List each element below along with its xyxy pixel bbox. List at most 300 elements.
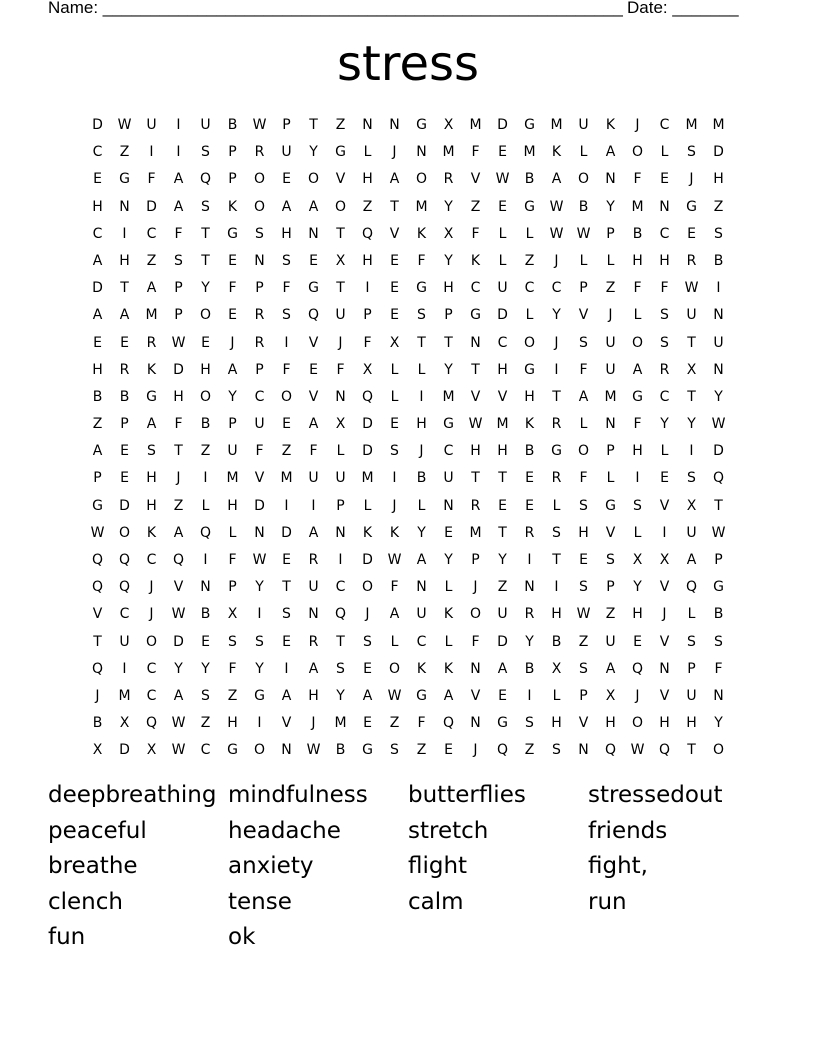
grid-row — [84, 302, 732, 329]
grid-letter: Z — [92, 416, 103, 433]
grid-letter: B — [92, 388, 103, 405]
grid-row — [84, 357, 732, 384]
grid-letter: O — [280, 388, 293, 405]
grid-letter: P — [579, 687, 588, 704]
grid-letter: C — [659, 225, 670, 242]
grid-letter: K — [524, 416, 535, 433]
grid-letter: P — [579, 280, 588, 297]
grid-letter: Z — [281, 443, 292, 460]
grid-letter: V — [659, 497, 670, 514]
grid-letter: U — [686, 524, 697, 541]
grid-letter: O — [118, 524, 131, 541]
grid-letter: G — [362, 742, 373, 759]
grid-letter: D — [92, 117, 103, 133]
grid-letter: V — [254, 470, 265, 487]
grid-letter: Y — [633, 579, 642, 596]
grid-letter: H — [632, 252, 643, 269]
grid-letter: X — [362, 361, 373, 378]
grid-letter: O — [631, 144, 644, 161]
grid-letter: E — [120, 470, 129, 487]
grid-letter: L — [498, 225, 507, 242]
grid-letter: Q — [685, 579, 698, 596]
grid-letter: O — [253, 742, 266, 759]
grid-letter: Q — [199, 171, 212, 188]
grid-letter: H — [551, 606, 562, 623]
grid-letter: Y — [201, 280, 210, 297]
grid-letter: H — [497, 361, 508, 378]
grid-letter: C — [335, 579, 346, 596]
grid-letter: S — [579, 334, 588, 351]
grid-letter: F — [228, 660, 237, 677]
grid-letter: D — [497, 117, 508, 133]
grid-letter: R — [146, 334, 157, 351]
grid-letter: N — [713, 361, 724, 378]
grid-letter: U — [308, 579, 319, 596]
grid-letter: O — [361, 579, 374, 596]
grid-letter: W — [171, 715, 186, 732]
grid-letter: T — [201, 225, 210, 242]
grid-letter: X — [92, 742, 103, 759]
grid-letter: F — [417, 252, 426, 269]
grid-letter: P — [444, 307, 453, 324]
grid-letter: E — [444, 524, 453, 541]
grid-letter: X — [551, 660, 562, 677]
grid-letter: J — [176, 470, 181, 487]
word-item: calm — [408, 888, 464, 915]
grid-letter: T — [201, 252, 210, 269]
grid-letter: K — [551, 144, 562, 161]
grid-letter: E — [282, 552, 291, 568]
grid-letter: E — [660, 470, 669, 487]
grid-letter: J — [689, 171, 694, 188]
grid-letter: L — [201, 497, 210, 514]
word-item: stretch — [408, 817, 489, 844]
grid-letter: Z — [524, 252, 535, 269]
grid-letter: N — [713, 687, 724, 704]
grid-letter: A — [578, 388, 589, 405]
grid-letter: T — [471, 470, 480, 487]
grid-letter: J — [635, 687, 640, 704]
grid-letter: Q — [658, 742, 671, 759]
grid-letter: G — [335, 144, 346, 161]
grid-letter: U — [416, 606, 427, 623]
grid-letter: Q — [442, 715, 455, 732]
grid-letter: I — [527, 552, 532, 568]
grid-letter: D — [497, 307, 508, 324]
grid-letter: H — [470, 443, 481, 460]
grid-letter: G — [470, 307, 481, 324]
grid-letter: G — [497, 715, 508, 732]
grid-letter: W — [90, 524, 105, 541]
grid-letter: G — [92, 497, 103, 514]
grid-letter: V — [659, 579, 670, 596]
grid-letter: T — [120, 280, 129, 297]
grid-letter: T — [552, 552, 561, 568]
grid-letter: J — [662, 606, 667, 623]
grid-letter: C — [92, 225, 103, 242]
grid-letter: A — [173, 524, 184, 541]
grid-row — [84, 629, 732, 656]
grid-row — [84, 601, 732, 628]
grid-letter: V — [497, 388, 508, 405]
grid-letter: E — [228, 307, 237, 324]
grid-row — [84, 520, 732, 547]
grid-letter: R — [443, 171, 454, 188]
grid-letter: Z — [146, 252, 157, 269]
grid-letter: W — [711, 524, 726, 541]
grid-letter: S — [633, 497, 642, 514]
grid-letter: T — [498, 470, 507, 487]
grid-letter: T — [714, 497, 723, 514]
grid-letter: F — [471, 144, 480, 161]
grid-letter: N — [119, 198, 130, 215]
grid-letter: U — [146, 117, 157, 133]
grid-letter: K — [470, 252, 481, 269]
grid-letter: S — [228, 633, 237, 650]
grid-letter: H — [443, 280, 454, 297]
grid-letter: L — [363, 144, 372, 161]
grid-row — [84, 574, 732, 601]
word-item: breathe — [48, 853, 138, 879]
grid-letter: C — [254, 388, 265, 405]
grid-letter: Y — [174, 660, 183, 677]
grid-letter: A — [605, 660, 616, 677]
grid-letter: W — [549, 225, 564, 242]
grid-letter: Q — [361, 225, 374, 242]
grid-letter: H — [281, 225, 292, 242]
grid-letter: X — [443, 117, 454, 133]
grid-letter: B — [524, 660, 535, 677]
grid-letter: H — [227, 497, 238, 514]
grid-letter: Y — [228, 388, 237, 405]
grid-letter: X — [227, 606, 238, 623]
grid-letter: S — [579, 660, 588, 677]
grid-letter: S — [201, 144, 210, 161]
grid-letter: U — [497, 606, 508, 623]
grid-letter: F — [363, 334, 372, 351]
grid-letter: C — [470, 280, 481, 297]
grid-letter: A — [416, 552, 427, 568]
grid-letter: O — [334, 198, 347, 215]
grid-letter: R — [524, 606, 535, 623]
grid-letter: I — [527, 687, 532, 704]
grid-letter: P — [228, 416, 237, 433]
grid-letter: N — [470, 660, 481, 677]
grid-letter: A — [605, 144, 616, 161]
grid-letter: Z — [416, 742, 427, 759]
grid-letter: L — [363, 497, 372, 514]
grid-letter: S — [687, 144, 696, 161]
grid-letter: Q — [199, 524, 212, 541]
grid-letter: E — [120, 334, 129, 351]
grid-letter: I — [554, 579, 559, 596]
grid-row — [84, 112, 732, 139]
grid-letter: L — [390, 361, 399, 378]
grid-letter: D — [119, 742, 130, 759]
grid-letter: Y — [444, 361, 453, 378]
grid-letter: S — [255, 225, 264, 242]
grid-letter: U — [605, 334, 616, 351]
grid-letter: D — [497, 633, 508, 650]
grid-letter: I — [122, 660, 127, 677]
grid-letter: Q — [145, 715, 158, 732]
grid-letter: P — [606, 443, 615, 460]
grid-letter: V — [470, 171, 481, 188]
word-item: run — [588, 888, 627, 915]
grid-letter: S — [714, 225, 723, 242]
grid-letter: C — [443, 443, 454, 460]
grid-letter: G — [146, 388, 157, 405]
grid-letter: L — [336, 443, 345, 460]
grid-letter: V — [659, 687, 670, 704]
grid-letter: M — [226, 470, 239, 487]
grid-row — [84, 547, 732, 574]
grid-letter: G — [713, 579, 724, 596]
grid-letter: Q — [172, 552, 185, 568]
grid-letter: J — [311, 715, 316, 732]
grid-letter: W — [252, 552, 267, 568]
grid-letter: L — [228, 524, 237, 541]
grid-letter: P — [174, 280, 183, 297]
grid-letter: F — [633, 171, 642, 188]
grid-letter: V — [308, 388, 319, 405]
grid-letter: E — [201, 633, 210, 650]
grid-letter: Y — [552, 307, 561, 324]
grid-letter: I — [284, 660, 289, 677]
grid-letter: U — [605, 361, 616, 378]
grid-letter: W — [630, 742, 645, 759]
grid-letter: H — [146, 497, 157, 514]
grid-letter: O — [631, 334, 644, 351]
grid-letter: T — [687, 388, 696, 405]
grid-letter: P — [120, 416, 129, 433]
grid-letter: W — [576, 225, 591, 242]
grid-letter: A — [389, 171, 400, 188]
grid-letter: A — [308, 416, 319, 433]
grid-letter: A — [92, 307, 103, 324]
grid-letter: E — [579, 552, 588, 568]
worksheet-header — [48, 0, 748, 19]
grid-letter: N — [254, 252, 265, 269]
grid-letter: U — [254, 416, 265, 433]
word-item: flight — [408, 853, 468, 879]
grid-letter: Y — [714, 715, 723, 732]
grid-letter: P — [606, 579, 615, 596]
grid-letter: K — [605, 117, 616, 133]
grid-letter: L — [390, 388, 399, 405]
grid-letter: W — [252, 117, 267, 133]
grid-letter: S — [390, 742, 399, 759]
word-item: deepbreathing — [48, 782, 217, 808]
grid-letter: B — [416, 470, 427, 487]
word-item: ok — [228, 924, 256, 950]
grid-row — [84, 330, 732, 357]
grid-letter: U — [119, 633, 130, 650]
grid-letter: V — [470, 687, 481, 704]
grid-letter: A — [308, 198, 319, 215]
grid-letter: O — [712, 742, 725, 759]
grid-letter: A — [227, 361, 238, 378]
grid-letter: S — [552, 524, 561, 541]
grid-letter: D — [713, 144, 724, 161]
grid-letter: Y — [606, 198, 615, 215]
grid-letter: Q — [361, 388, 374, 405]
grid-letter: C — [416, 633, 427, 650]
grid-letter: S — [606, 552, 615, 568]
grid-letter: X — [659, 552, 670, 568]
date-field: Date: _______ — [627, 0, 739, 17]
grid-letter: E — [633, 633, 642, 650]
name-field: Name: _______________________________________________________ — [48, 0, 623, 17]
grid-letter: P — [228, 579, 237, 596]
grid-row — [84, 275, 732, 302]
grid-letter: L — [417, 361, 426, 378]
grid-letter: O — [415, 171, 428, 188]
grid-letter: E — [390, 280, 399, 297]
grid-letter: R — [308, 552, 319, 568]
grid-letter: U — [686, 307, 697, 324]
grid-letter: X — [605, 687, 616, 704]
grid-letter: R — [551, 470, 562, 487]
grid-letter: C — [524, 280, 535, 297]
grid-letter: W — [549, 198, 564, 215]
grid-letter: Q — [712, 470, 725, 487]
grid-letter: W — [468, 416, 483, 433]
grid-letter: O — [145, 633, 158, 650]
grid-letter: Z — [119, 144, 130, 161]
letter-grid — [84, 112, 732, 765]
grid-letter: A — [92, 252, 103, 269]
grid-letter: I — [257, 606, 262, 623]
grid-row — [84, 465, 732, 492]
grid-letter: N — [254, 524, 265, 541]
grid-letter: I — [203, 470, 208, 487]
grid-letter: S — [255, 633, 264, 650]
grid-letter: F — [309, 443, 318, 460]
grid-letter: W — [117, 117, 132, 133]
grid-letter: P — [174, 307, 183, 324]
grid-letter: J — [338, 334, 343, 351]
grid-letter: R — [119, 361, 130, 378]
grid-letter: C — [119, 606, 130, 623]
grid-letter: E — [444, 742, 453, 759]
grid-letter: G — [416, 117, 427, 133]
grid-letter: F — [255, 443, 264, 460]
grid-letter: S — [336, 660, 345, 677]
grid-letter: U — [713, 334, 724, 351]
grid-letter: I — [284, 497, 289, 514]
grid-letter: J — [392, 497, 397, 514]
word-item: friends — [588, 817, 668, 844]
grid-letter: I — [662, 524, 667, 541]
grid-letter: B — [92, 715, 103, 732]
grid-letter: L — [633, 307, 642, 324]
grid-letter: Y — [444, 198, 453, 215]
grid-letter: F — [282, 280, 291, 297]
grid-letter: Y — [444, 252, 453, 269]
grid-letter: L — [498, 252, 507, 269]
grid-letter: L — [390, 633, 399, 650]
grid-letter: A — [119, 307, 130, 324]
grid-letter: J — [608, 307, 613, 324]
grid-letter: W — [387, 552, 402, 568]
grid-letter: L — [444, 633, 453, 650]
grid-letter: L — [633, 524, 642, 541]
grid-letter: O — [199, 388, 212, 405]
grid-letter: X — [443, 225, 454, 242]
grid-letter: C — [200, 742, 211, 759]
grid-letter: S — [282, 606, 291, 623]
grid-letter: B — [632, 225, 643, 242]
grid-letter: F — [228, 280, 237, 297]
grid-letter: P — [255, 280, 264, 297]
grid-letter: D — [362, 443, 373, 460]
grid-letter: A — [146, 416, 157, 433]
grid-letter: I — [311, 497, 316, 514]
grid-letter: L — [660, 144, 669, 161]
grid-row — [84, 384, 732, 411]
grid-letter: T — [336, 280, 345, 297]
grid-letter: K — [443, 660, 454, 677]
grid-letter: J — [230, 334, 235, 351]
grid-letter: B — [119, 388, 130, 405]
grid-letter: E — [390, 416, 399, 433]
grid-letter: E — [282, 416, 291, 433]
grid-letter: Q — [334, 606, 347, 623]
grid-letter: H — [92, 198, 103, 215]
grid-letter: F — [714, 660, 723, 677]
grid-letter: G — [524, 361, 535, 378]
grid-row — [84, 248, 732, 275]
grid-letter: Z — [362, 198, 373, 215]
grid-letter: N — [605, 416, 616, 433]
grid-letter: N — [362, 117, 373, 133]
grid-letter: H — [497, 443, 508, 460]
grid-letter: I — [716, 280, 721, 297]
grid-letter: H — [551, 715, 562, 732]
grid-row — [84, 194, 732, 221]
grid-letter: A — [92, 443, 103, 460]
grid-letter: H — [227, 715, 238, 732]
grid-letter: S — [714, 633, 723, 650]
grid-letter: E — [309, 361, 318, 378]
grid-letter: G — [605, 497, 616, 514]
grid-letter: F — [336, 361, 345, 378]
grid-letter: U — [335, 470, 346, 487]
word-item: peaceful — [48, 817, 147, 844]
grid-letter: R — [254, 144, 265, 161]
grid-letter: V — [173, 579, 184, 596]
grid-letter: G — [227, 742, 238, 759]
grid-letter: T — [471, 361, 480, 378]
grid-letter: B — [335, 742, 346, 759]
word-item: butterflies — [408, 782, 526, 808]
grid-letter: U — [578, 117, 589, 133]
grid-letter: N — [443, 497, 454, 514]
grid-letter: H — [146, 470, 157, 487]
grid-letter: F — [282, 361, 291, 378]
grid-letter: D — [146, 198, 157, 215]
grid-letter: F — [228, 552, 237, 568]
grid-letter: K — [146, 361, 157, 378]
grid-letter: S — [282, 307, 291, 324]
grid-letter: T — [390, 198, 399, 215]
grid-letter: V — [659, 633, 670, 650]
grid-letter: M — [469, 117, 482, 133]
grid-letter: L — [525, 307, 534, 324]
grid-letter: E — [363, 715, 372, 732]
grid-letter: A — [443, 687, 454, 704]
